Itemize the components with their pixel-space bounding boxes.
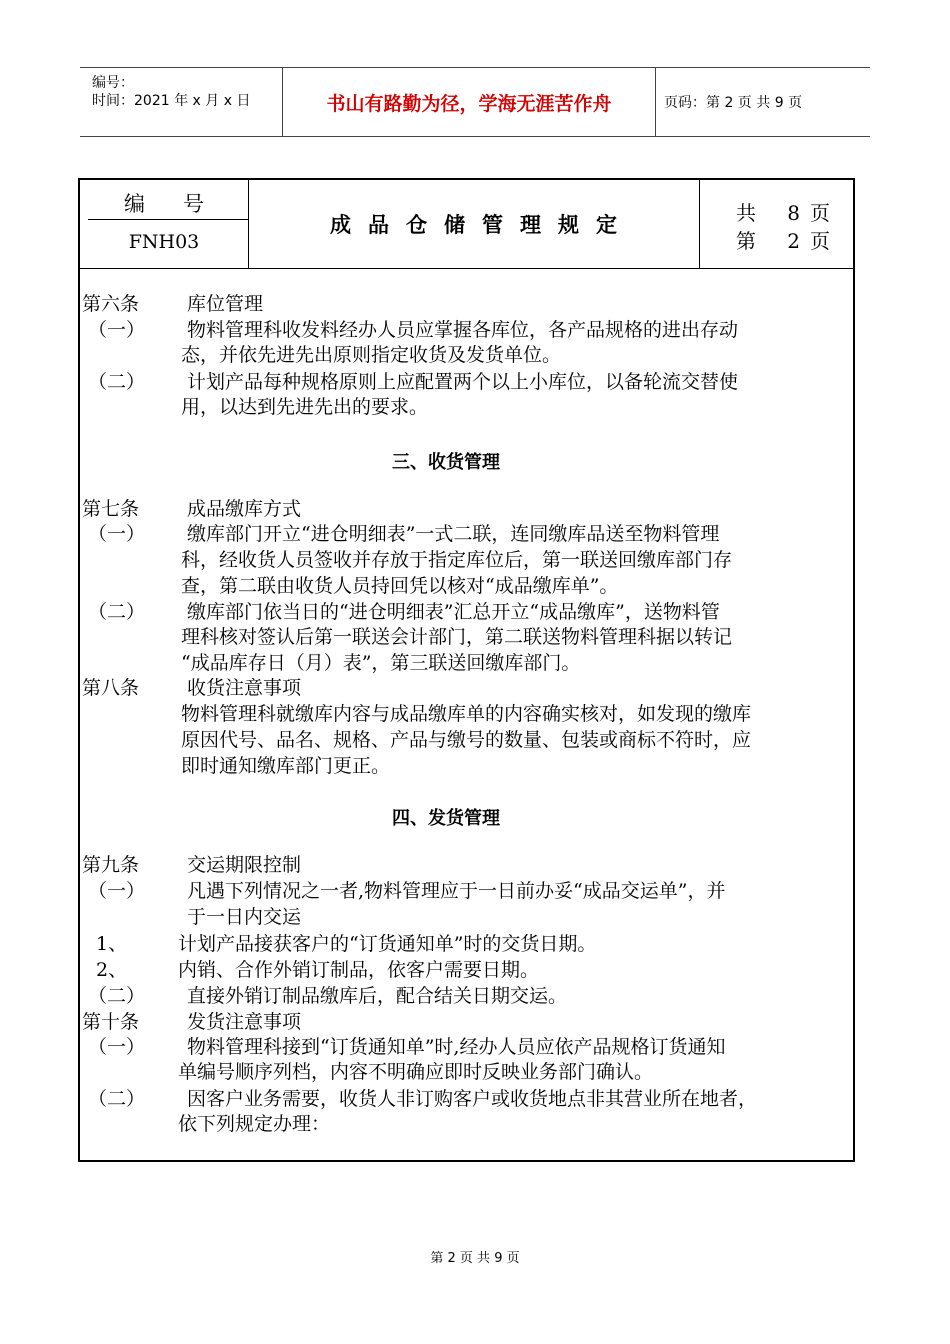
number-label: 编号： (92, 75, 134, 91)
clause-text: 态，并依先进先出原则指定收货及发货单位。 (181, 344, 562, 366)
clause-text: 物料管理科接到“订货通知单”时,经办人员应依产品规格订货通知 (187, 1036, 726, 1058)
clause-label: （二） (88, 371, 146, 393)
motto: 书山有路勤为径，学海无涯苦作舟 (282, 68, 656, 136)
document-code-value: FNH03 (128, 231, 200, 253)
clause-label: （二） (88, 985, 146, 1007)
article-10-label: 第十条 (82, 1011, 140, 1033)
clause-text: 于一日内交运 (187, 906, 302, 928)
clause-text: 因客户业务需要，收货人非订购客户或收货地点非其营业所在地者， (187, 1088, 758, 1110)
clause-text: 即时通知缴库部门更正。 (181, 755, 391, 777)
clause-text: “成品库存日（月）表”，第三联送回缴库部门。 (181, 652, 581, 674)
current-label: 第 (736, 229, 756, 253)
article-9-label: 第九条 (82, 854, 140, 876)
clause-text: 原因代号、品名、规格、产品与缴号的数量、包装或商标不符时，应 (181, 729, 752, 751)
article-8-title: 收货注意事项 (187, 677, 302, 699)
clause-text: 用，以达到先进先出的要求。 (181, 396, 429, 418)
clause-text: 依下列规定办理： (178, 1113, 331, 1135)
clause-text: 理科核对签认后第一联送会计部门，第二联送物料管理科据以转记 (181, 626, 733, 648)
clause-text: 物料管理科就缴库内容与成品缴库单的内容确实核对，如发现的缴库 (181, 703, 752, 725)
clause-label: （二） (88, 1088, 146, 1110)
clause-text: 缴库部门依当日的“进仓明细表”汇总开立“成品缴库”，送物料管 (187, 601, 720, 623)
clause-text: 缴库部门开立“进仓明细表”一式二联，连同缴库品送至物料管理 (187, 523, 720, 545)
clause-text: 直接外销订制品缴库后，配合结关日期交运。 (187, 985, 568, 1007)
document-code-label: 编号 (124, 192, 242, 216)
clause-text: 科，经收货人员签收并存放于指定库位后，第一联送回缴库部门存 (181, 549, 733, 571)
page-unit: 页 (810, 229, 830, 253)
article-7-label: 第七条 (82, 498, 140, 520)
page-info: 页码：第 2 页 共 9 页 (664, 95, 803, 111)
item-text: 内销、合作外销订制品，依客户需要日期。 (178, 959, 540, 981)
section-heading: 四、发货管理 (392, 808, 500, 829)
clause-label: （一） (88, 880, 146, 902)
clause-text: 查，第二联由收货人员持回凭以核对“成品缴库单”。 (181, 575, 619, 597)
document-code-cell (80, 180, 249, 268)
page-unit: 页 (810, 201, 830, 225)
article-9-title: 交运期限控制 (187, 854, 302, 876)
document-header (80, 180, 853, 269)
document-page-count (700, 180, 853, 268)
clause-text: 凡遇下列情况之一者,物料管理应于一日前办妥“成品交运单”，并 (187, 880, 726, 902)
clause-label: （二） (88, 601, 146, 623)
header-meta (80, 68, 282, 136)
total-pages (736, 197, 830, 226)
article-7-title: 成品缴库方式 (187, 498, 302, 520)
clause-label: （一） (88, 319, 146, 341)
current-page (736, 225, 830, 254)
clause-text: 单编号顺序列档，内容不明确应即时反映业务部门确认。 (178, 1061, 654, 1083)
total-label: 共 (736, 201, 756, 225)
article-6-title: 库位管理 (187, 293, 264, 315)
clause-text: 物料管理科收发料经办人员应掌握各库位，各产品规格的进出存动 (187, 319, 739, 341)
article-10-title: 发货注意事项 (187, 1011, 302, 1033)
current-value: 2 (787, 229, 800, 253)
article-6-label: 第六条 (82, 293, 140, 315)
item-label: 2、 (96, 959, 128, 981)
item-label: 1、 (96, 933, 128, 955)
section-heading: 三、收货管理 (392, 452, 500, 473)
clause-label: （一） (88, 523, 146, 545)
clause-text: 计划产品每种规格原则上应配置两个以上小库位，以备轮流交替使 (187, 371, 739, 393)
code-divider (88, 219, 248, 220)
time-label: 时间：2021 年 x 月 x 日 (92, 93, 251, 109)
page-footer: 第 2 页 共 9 页 (430, 1251, 520, 1266)
document-title: 成品仓储管理规定 (248, 180, 700, 268)
article-8-label: 第八条 (82, 677, 140, 699)
top-header (80, 67, 870, 137)
item-text: 计划产品接获客户的“订货通知单”时的交货日期。 (178, 933, 597, 955)
clause-label: （一） (88, 1036, 146, 1058)
total-value: 8 (787, 201, 800, 225)
